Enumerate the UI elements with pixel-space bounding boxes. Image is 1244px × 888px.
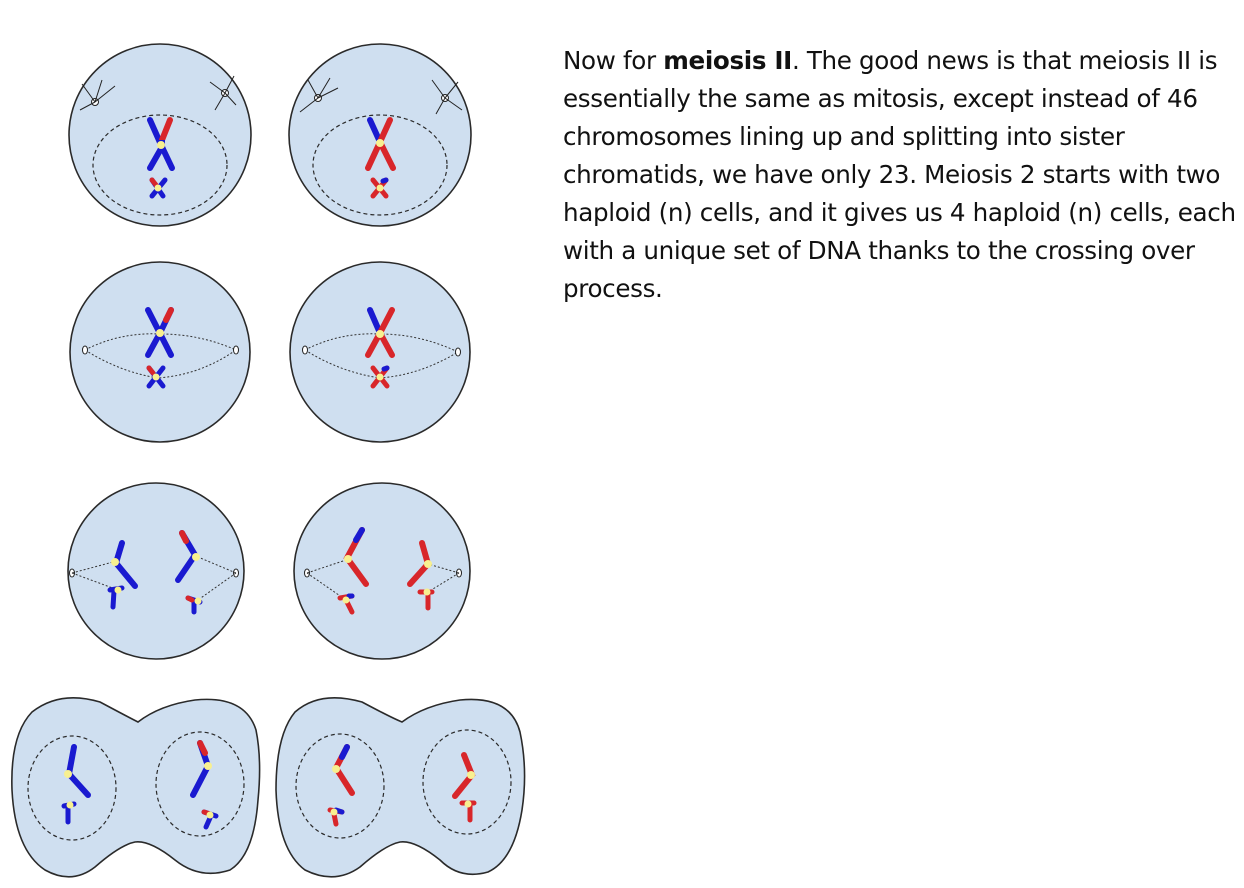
metaphase-cell-right bbox=[290, 262, 470, 442]
anaphase-cell-left bbox=[68, 483, 244, 659]
paragraph-prefix: Now for bbox=[563, 46, 664, 75]
telophase-cell-right bbox=[276, 698, 525, 877]
meiosis-ii-description bbox=[563, 42, 1238, 308]
telophase-cell-left bbox=[12, 698, 260, 877]
paragraph-bold-term: meiosis II bbox=[663, 46, 792, 75]
metaphase-cell-left bbox=[70, 262, 250, 442]
prophase-cell-right bbox=[289, 44, 471, 226]
meiosis-ii-diagram bbox=[0, 0, 545, 888]
paragraph-body: . The good news is that meiosis II is essentially the same as mitosis, except instead of 46 chromosomes lining up and splitting into sister chromatids, we have only 23. Meiosis 2 starts with two haploid (n) cells, and it gives us 4 haploid (n) cells, each with a unique set of DNA thanks to the crossing over process. bbox=[563, 46, 1236, 303]
anaphase-cell-right bbox=[294, 483, 470, 659]
prophase-cell-left bbox=[69, 44, 251, 226]
